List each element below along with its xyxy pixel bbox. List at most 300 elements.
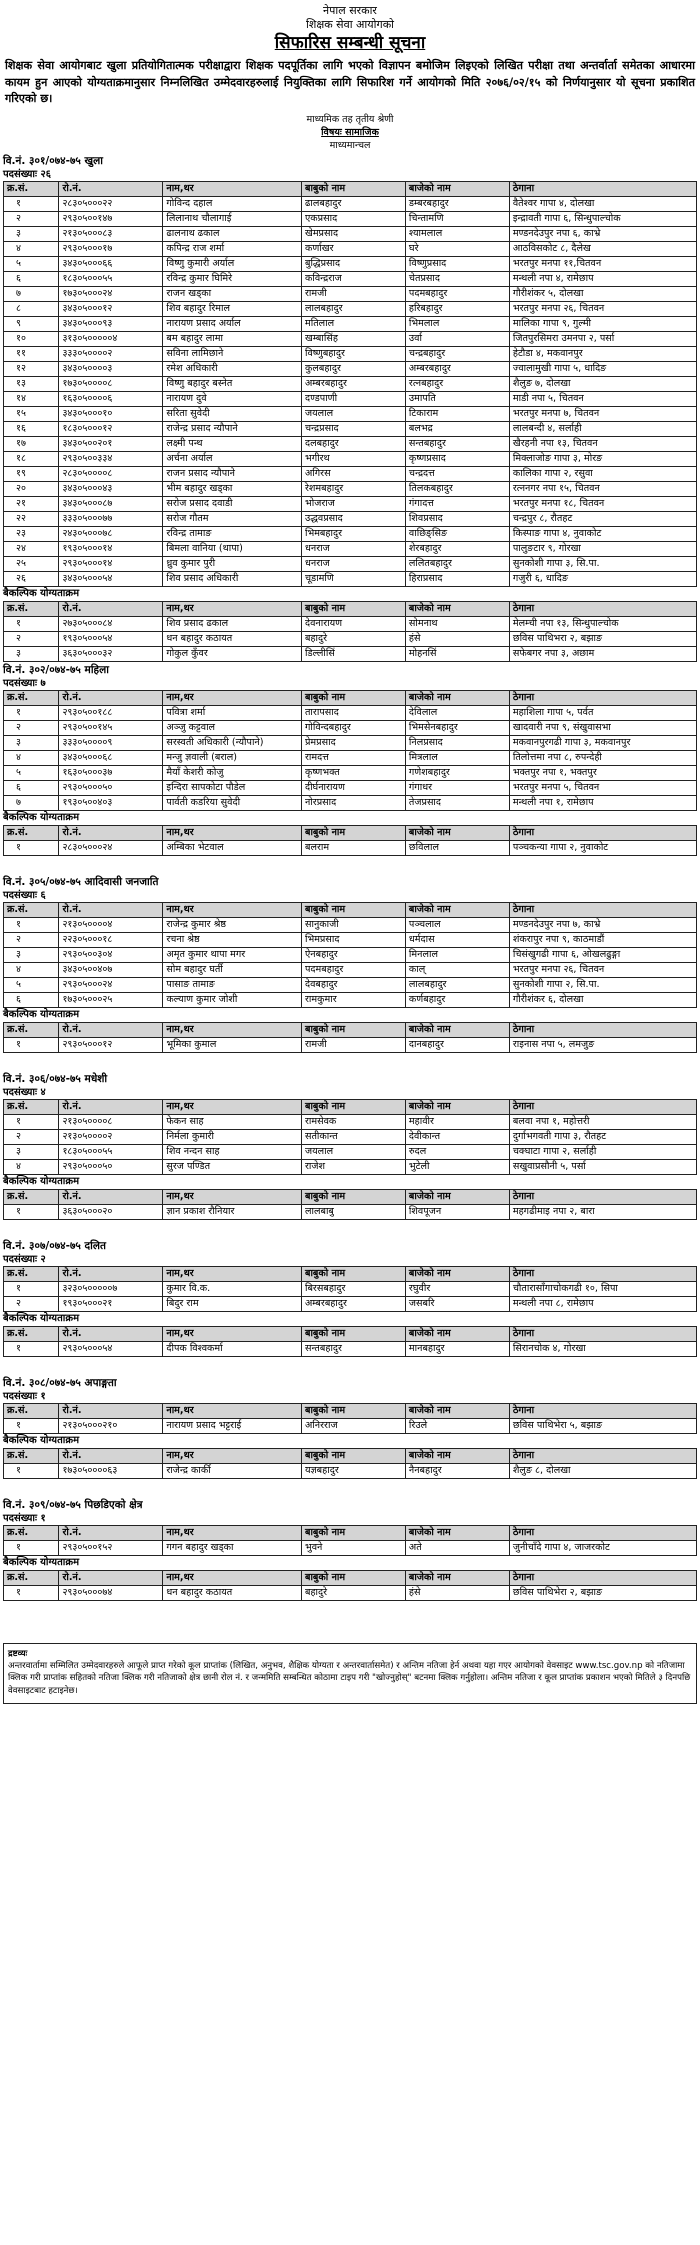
cell-grandfather: रत्नबहादुर [405,376,509,391]
cell-sn: ८ [4,301,59,316]
cell-sn: १ [4,1037,59,1052]
cell-address: हेटौडा ४, मकवानपुर [509,346,696,361]
section-spacer [3,1220,697,1238]
cell-address: वैतेश्वर गापा ४, दोलखा [509,196,696,211]
table-header-row [4,1022,697,1037]
cell-roll: २१३०५००००८ [59,1114,163,1129]
cell-sn: ४ [4,962,59,977]
cell-sn: ४ [4,750,59,765]
cell-sn: १ [4,1540,59,1555]
column-header-grandfather: बाजेको नाम [405,1570,509,1585]
cell-address: गौरीशंकर ५, दोलखा [509,286,696,301]
cell-sn: २४ [4,541,59,556]
column-header-grandfather: बाजेको नाम [405,1099,509,1114]
recommended-table [3,1099,697,1175]
cell-roll: ३३३०५००००२ [59,346,163,361]
cell-grandfather: घरे [405,241,509,256]
cell-name: शिव नन्दन साह [163,1144,302,1159]
alternate-list-title: बैकल्पिक योग्यताक्रम [3,587,80,599]
cell-name: विष्णु बहादुर बस्नेत [163,376,302,391]
cell-grandfather: देविलाल [405,705,509,720]
cell-sn: १७ [4,436,59,451]
table-row [4,346,697,361]
cell-grandfather: मित्रलाल [405,750,509,765]
level-label: माध्यमिक तह तृतीय श्रेणी [306,114,394,126]
cell-grandfather: डम्बरबहादुर [405,196,509,211]
column-header-grandfather: बाजेको नाम [405,1189,509,1204]
footer-text: अन्तरवार्तामा सम्मिलित उम्मेदवारहरुले आफूले प्राप्त गरेको कूल प्राप्तांक (लिखित, अनुभव, शैक्षिक योग्यता र अन्तरवार्तासमेत) र अन्तिम नतिजा हेर्न अथवा यहा गएर आयोगको वेवसाइट www.tsc.gov.np को नतिजामा क्लिक गरी प्राप्तांक सहितको नतिजा क्लिक गरी नतिजाको क्षेत्र छानी रोल नं. र जन्ममिति सम्बन्धित कोठामा टाइप गरी "खोज्नुहोस्" बटनमा क्लिक गर्नुहोला। अन्तिम नतिजा र कूल प्राप्तांक प्रकाशन भएको मितिले ३ दिनपछि वेवसाइटबाट हटाइनेछ। [8,1661,691,1696]
table-header-row [4,1525,697,1540]
column-header-grandfather: बाजेको नाम [405,1403,509,1418]
table-row [4,241,697,256]
table-row [4,765,697,780]
cell-sn: २१ [4,496,59,511]
cell-father: भुवने [301,1540,405,1555]
cell-sn: २३ [4,526,59,541]
column-header-address: ठेगाना [509,690,696,705]
cell-sn: २ [4,720,59,735]
cell-roll: २७३०५०००८४ [59,616,163,631]
cell-address: पालुङटार ९, गोरखा [509,541,696,556]
cell-name: इन्दिरा सापकोटा पौडेल [163,780,302,795]
cell-name: कुमार वि.क. [163,1281,302,1296]
column-header-name: नाम,थर [163,690,302,705]
column-header-name: नाम,थर [163,181,302,196]
cell-father: धनराज [301,556,405,571]
table-row [4,631,697,646]
cell-grandfather: जसबरि [405,1296,509,1311]
cell-father: भिमप्रसाद [301,932,405,947]
alternate-table [3,1022,697,1053]
cell-name: अर्चना अर्याल [163,451,302,466]
recommended-table [3,1525,697,1556]
table-row [4,780,697,795]
cell-name: रचना श्रेष्ठ [163,932,302,947]
cell-grandfather: ललितबहादुर [405,556,509,571]
cell-roll: ३४३०५००२०१ [59,436,163,451]
cell-name: पासाङ तामाङ [163,977,302,992]
alternate-list-title: बैकल्पिक योग्यताक्रम [3,1175,80,1187]
column-header-sn: क्र.सं. [4,902,59,917]
cell-sn: १८ [4,451,59,466]
cell-name: बिदुर राम [163,1296,302,1311]
cell-address: लालबन्दी ४, सर्लाही [509,421,696,436]
cell-address: मालिका गापा ९, गुल्मी [509,316,696,331]
cell-father: प्रेमप्रसाद [301,735,405,750]
cell-address: छविस पाथिभरा २, बझाङ [509,631,696,646]
cell-name: दीपक विश्वकर्मा [163,1341,302,1356]
cell-sn: ४ [4,241,59,256]
cell-grandfather: रुदल [405,1144,509,1159]
cell-address: मन्थली नपा ८, रामेछाप [509,1296,696,1311]
column-header-grandfather: बाजेको नाम [405,1525,509,1540]
cell-father: ऐनबहादुर [301,947,405,962]
cell-roll: २९३०५००१८८ [59,705,163,720]
column-header-father: बाबुको नाम [301,1266,405,1281]
cell-name: नारायण दुवे [163,391,302,406]
cell-roll: ३२३०५०००००७ [59,1281,163,1296]
table-row [4,301,697,316]
cell-sn: १ [4,616,59,631]
alternate-table [3,1326,697,1357]
cell-name: रमेश अधिकारी [163,361,302,376]
commission-name: शिक्षक सेवा आयोगको [305,17,395,31]
cell-grandfather: दानबहादुर [405,1037,509,1052]
post-count: पदसंख्याः १ [3,1390,46,1402]
cell-father: ढालबहादुर [301,196,405,211]
section-title: वि.नं. ३०५/०७४-७५ आदिवासी जनजाति [3,875,159,888]
cell-address: रत्ननगर नपा १५, चितवन [509,481,696,496]
cell-father: खेमप्रसाद [301,226,405,241]
cell-roll: २९३०५००३३४ [59,451,163,466]
cell-sn: १ [4,1341,59,1356]
cell-address: गौरीशंकर ६, दोलखा [509,992,696,1007]
cell-name: गोविन्द दहाल [163,196,302,211]
cell-address: चिसंखुगढी गापा ६, ओखलढुङ्गा [509,947,696,962]
sections-container [3,154,697,1601]
cell-name: मन्जु ज्ञवाली (बराल) [163,750,302,765]
cell-address: चौतारासाँगाचोकगढी १०, सिपा [509,1281,696,1296]
cell-roll: २८३०५०००२४ [59,840,163,855]
cell-grandfather: हिराप्रसाद [405,571,509,586]
column-header-sn: क्र.सं. [4,181,59,196]
cell-grandfather: बलभद्र [405,421,509,436]
cell-name: बम बहादुर लामा [163,331,302,346]
cell-grandfather: काल् [405,962,509,977]
cell-father: देवनारायण [301,616,405,631]
table-row [4,1296,697,1311]
cell-name: अम्बिका भेटवाल [163,840,302,855]
alternate-table [3,601,697,662]
column-header-roll: रो.नं. [59,181,163,196]
cell-address: राइनास नपा ५, लमजुङ [509,1037,696,1052]
cell-address: शैलुङ ८, दोलखा [509,1463,696,1478]
cell-father: अगिरस [301,466,405,481]
alternate-table [3,1570,697,1601]
column-header-father: बाबुको नाम [301,825,405,840]
cell-name: कपिन्द्र राज शर्मा [163,241,302,256]
column-header-father: बाबुको नाम [301,902,405,917]
cell-sn: १० [4,331,59,346]
alternate-list-title: बैकल्पिक योग्यताक्रम [3,1556,80,1568]
table-row [4,1341,697,1356]
table-row [4,271,697,286]
cell-roll: ३४३०५००४०७ [59,962,163,977]
cell-name: गगन बहादुर खड्का [163,1540,302,1555]
cell-address: पञ्चकन्या गापा २, नुवाकोट [509,840,696,855]
column-header-name: नाम,थर [163,825,302,840]
cell-grandfather: नैनबहादुर [405,1463,509,1478]
cell-address: चक्घाटा गापा २, सर्लाही [509,1144,696,1159]
cell-name: कल्याण कुमार जोशी [163,992,302,1007]
cell-grandfather: महावीर [405,1114,509,1129]
column-header-name: नाम,थर [163,1525,302,1540]
cell-grandfather: देवीकान्त [405,1129,509,1144]
cell-name: ढालनाथ ढकाल [163,226,302,241]
column-header-name: नाम,थर [163,1326,302,1341]
cell-roll: २१३०५००००२ [59,1129,163,1144]
cell-father: सानुकाजी [301,917,405,932]
alternate-list-title: बैकल्पिक योग्यताक्रम [3,1312,80,1324]
cell-father: जयलाल [301,406,405,421]
cell-name: सरोज प्रसाद दवाडी [163,496,302,511]
column-header-grandfather: बाजेको नाम [405,902,509,917]
cell-roll: १८३०५०००५५ [59,271,163,286]
cell-sn: १ [4,917,59,932]
cell-sn: २ [4,631,59,646]
cell-address: सुनकोशी गापा २, सि.पा. [509,977,696,992]
cell-father: एकप्रसाद [301,211,405,226]
cell-address: भक्तपुर नपा १, भक्तपुर [509,765,696,780]
cell-grandfather: गणेशबहादुर [405,765,509,780]
table-row [4,932,697,947]
cell-name: अञ्जु कट्टवाल [163,720,302,735]
table-row [4,256,697,271]
cell-address: महाशिला गापा ५, पर्वत [509,705,696,720]
table-row [4,556,697,571]
column-header-grandfather: बाजेको नाम [405,1022,509,1037]
cell-sn: १२ [4,361,59,376]
cell-father: दण्डपाणी [301,391,405,406]
alternate-list-title: बैकल्पिक योग्यताक्रम [3,1434,80,1446]
cell-grandfather: तेजप्रसाद [405,795,509,810]
column-header-sn: क्र.सं. [4,1403,59,1418]
notice-intro: शिक्षक सेवा आयोगबाट खुला प्रतियोगितात्मक परीक्षाद्वारा शिक्षक पदपूर्तिका लागि भएको विज्ञापन बमोजिम लिइएको लिखित परीक्षा तथा अन्तर्वार्ता समेतका आधारमा कायम हुन आएको योग्यताक्रमानुसार निम्नलिखित उम्मेदवारहरुलाई नियुक्तिका लागि सिफारिश गर्ने आयोगको मिति २०७६/०२/१५ को निर्णयानुसार यो सूचना प्रकाशित गरिएको छ। [5,58,695,106]
cell-roll: २९३०५००३०४ [59,947,163,962]
cell-roll: ३४३०५०००४३ [59,481,163,496]
cell-address: मिक्लाजोङ गापा ३, मोरङ [509,451,696,466]
table-row [4,1418,697,1433]
cell-address: छविस पाथिभेरा २, बझाङ [509,1585,696,1600]
cell-address: किस्पाङ गापा ४, नुवाकोट [509,526,696,541]
cell-address: खादवारी नपा ९, संखुवासभा [509,720,696,735]
post-count: पदसंख्याः २ [3,1253,46,1265]
table-row [4,361,697,376]
column-header-address: ठेगाना [509,1403,696,1418]
cell-address: छविस पाथिभेरा ५, बझाङ [509,1418,696,1433]
cell-address: दुर्गाभगवती गापा ३, रौतहट [509,1129,696,1144]
table-header-row [4,1189,697,1204]
cell-roll: २९३०५०००७४ [59,1585,163,1600]
cell-grandfather: मानबहादुर [405,1341,509,1356]
cell-name: राजेन्द्र कार्की [163,1463,302,1478]
cell-grandfather: गंगादत्त [405,496,509,511]
column-header-name: नाम,थर [163,902,302,917]
cell-address: सखुवाप्रसौनी ५, पर्सा [509,1159,696,1174]
cell-grandfather: विष्णुप्रसाद [405,256,509,271]
cell-father: सन्तबहादुर [301,1341,405,1356]
cell-name: धन बहादुर कठायत [163,1585,302,1600]
cell-sn: ९ [4,316,59,331]
cell-name: नारायण प्रसाद भट्टराई [163,1418,302,1433]
subject-label: विषयः सामाजिक [321,126,379,138]
post-count: पदसंख्याः ७ [3,677,46,689]
section-spacer [3,1053,697,1071]
table-row [4,1585,697,1600]
cell-address: भरतपुर मनपा ११,चितवन [509,256,696,271]
cell-grandfather: मोहनसिं [405,646,509,661]
cell-address: मकवानपुरगढी गापा ३, मकवानपुर [509,735,696,750]
cell-sn: १ [4,1418,59,1433]
column-header-address: ठेगाना [509,1448,696,1463]
cell-name: धन बहादुर कठायत [163,631,302,646]
cell-roll: १८३०५०००१२ [59,421,163,436]
cell-roll: ३३३०५०००७७ [59,511,163,526]
table-row [4,316,697,331]
cell-roll: १६३०५००००६ [59,391,163,406]
section-title: वि.नं. ३०७/०७४-७५ दलित [3,1239,106,1252]
notice-title: सिफारिस सम्बन्धी सूचना [274,32,426,53]
column-header-grandfather: बाजेको नाम [405,1266,509,1281]
table-row [4,917,697,932]
table-header-row [4,181,697,196]
cell-father: बहादुरे [301,1585,405,1600]
table-header-row [4,601,697,616]
cell-roll: ३३३०५००००९ [59,735,163,750]
cell-name: अमृत कुमार थापा मगर [163,947,302,962]
column-header-sn: क्र.सं. [4,825,59,840]
recommended-table [3,690,697,811]
table-row [4,962,697,977]
column-header-father: बाबुको नाम [301,1326,405,1341]
table-row [4,196,697,211]
cell-grandfather: चेतप्रसाद [405,271,509,286]
cell-address: जुनीचाँदे गापा ४, जाजरकोट [509,1540,696,1555]
cell-father: रेशमबहादुर [301,481,405,496]
column-header-address: ठेगाना [509,1266,696,1281]
cell-father: रामजी [301,1037,405,1052]
cell-roll: ३४३०५०००९३ [59,316,163,331]
column-header-father: बाबुको नाम [301,1403,405,1418]
cell-roll: १८३०५०००५५ [59,1144,163,1159]
column-header-name: नाम,थर [163,1570,302,1585]
table-row [4,795,697,810]
column-header-father: बाबुको नाम [301,690,405,705]
column-header-address: ठेगाना [509,1022,696,1037]
table-row [4,421,697,436]
column-header-grandfather: बाजेको नाम [405,825,509,840]
cell-father: विष्णुबहादुर [301,346,405,361]
cell-address: शंकरापुर नपा ९, काठमाडौं [509,932,696,947]
table-row [4,496,697,511]
cell-father: रामसेवक [301,1114,405,1129]
cell-sn: ७ [4,286,59,301]
cell-grandfather: अम्बरबहादुर [405,361,509,376]
table-row [4,436,697,451]
cell-father: बहादुरे [301,631,405,646]
cell-sn: ५ [4,765,59,780]
column-header-sn: क्र.सं. [4,1022,59,1037]
table-header-row [4,1099,697,1114]
cell-name: बिमला वानिया (थापा) [163,541,302,556]
column-header-sn: क्र.सं. [4,1266,59,1281]
table-row [4,226,697,241]
column-header-father: बाबुको नाम [301,181,405,196]
cell-roll: २४३०५०००७८ [59,526,163,541]
cell-name: शिव प्रसाद ढकाल [163,616,302,631]
cell-sn: ३ [4,226,59,241]
cell-father: देवबहादुर [301,977,405,992]
cell-father: मतिलाल [301,316,405,331]
section-title: वि.नं. ३०८/०७४-७५ अपाङ्गता [3,1376,117,1389]
cell-roll: ३४३०५०००१२ [59,301,163,316]
table-row [4,376,697,391]
cell-roll: १९३०५०००२१ [59,1296,163,1311]
cell-grandfather: टिकाराम [405,406,509,421]
cell-roll: २९३०५००१४५ [59,720,163,735]
column-header-roll: रो.नं. [59,1189,163,1204]
cell-roll: २९३०५०००१७ [59,241,163,256]
cell-roll: ३४३०५००००३ [59,361,163,376]
table-header-row [4,1326,697,1341]
cell-address: भरतपुर मनपा ५, चितवन [509,780,696,795]
cell-grandfather: सोमनाथ [405,616,509,631]
column-header-father: बाबुको नाम [301,1189,405,1204]
column-header-roll: रो.नं. [59,1266,163,1281]
cell-address: खैरहनी नपा १३, चितवन [509,436,696,451]
cell-grandfather: चन्द्रदत्त [405,466,509,481]
cell-address: तिलोत्तमा नपा ८, रुपन्देही [509,750,696,765]
column-header-address: ठेगाना [509,1189,696,1204]
recommended-table [3,181,697,587]
column-header-name: नाम,थर [163,1099,302,1114]
recommended-table [3,902,697,1008]
cell-father: उद्धवप्रसाद [301,511,405,526]
column-header-address: ठेगाना [509,1326,696,1341]
table-row [4,466,697,481]
cell-grandfather: हंसे [405,631,509,646]
table-row [4,1114,697,1129]
cell-address: मण्डनदेउपुर नपा ७, काभ्रे [509,917,696,932]
cell-name: फेकन साह [163,1114,302,1129]
cell-father: नोरप्रसाद [301,795,405,810]
cell-name: सरोज गौतम [163,511,302,526]
cell-sn: ३ [4,947,59,962]
post-count: पदसंख्याः २६ [3,168,51,180]
cell-father: लालबाबु [301,1204,405,1219]
table-row [4,1144,697,1159]
cell-address: महगढीमाइ नपा २, बारा [509,1204,696,1219]
column-header-roll: रो.नं. [59,690,163,705]
cell-roll: ३४३०५०००६६ [59,256,163,271]
table-row [4,750,697,765]
cell-father: दलबहादुर [301,436,405,451]
column-header-roll: रो.नं. [59,1403,163,1418]
column-header-name: नाम,थर [163,1266,302,1281]
section-title: वि.नं. ३०१/०७४-७५ खुला [3,154,103,167]
alternate-table [3,825,697,856]
cell-grandfather: पञ्चलाल [405,917,509,932]
section-spacer [3,1479,697,1497]
table-row [4,646,697,661]
cell-sn: ७ [4,795,59,810]
cell-address: मन्थली नपा ४, रामेछाप [509,271,696,286]
notice-header [3,4,697,54]
cell-sn: २५ [4,556,59,571]
cell-grandfather: तिलकबहादुर [405,481,509,496]
column-header-grandfather: बाजेको नाम [405,1448,509,1463]
table-row [4,1281,697,1296]
cell-name: विष्णु कुमारी अर्याल [163,256,302,271]
cell-address: सफेबगर नपा ३, अछाम [509,646,696,661]
column-header-name: नाम,थर [163,1189,302,1204]
cell-sn: ६ [4,780,59,795]
cell-grandfather: रिउले [405,1418,509,1433]
cell-roll: २८३०५००००८ [59,466,163,481]
table-row [4,406,697,421]
cell-roll: १७३०५००००६३ [59,1463,163,1478]
table-row [4,286,697,301]
